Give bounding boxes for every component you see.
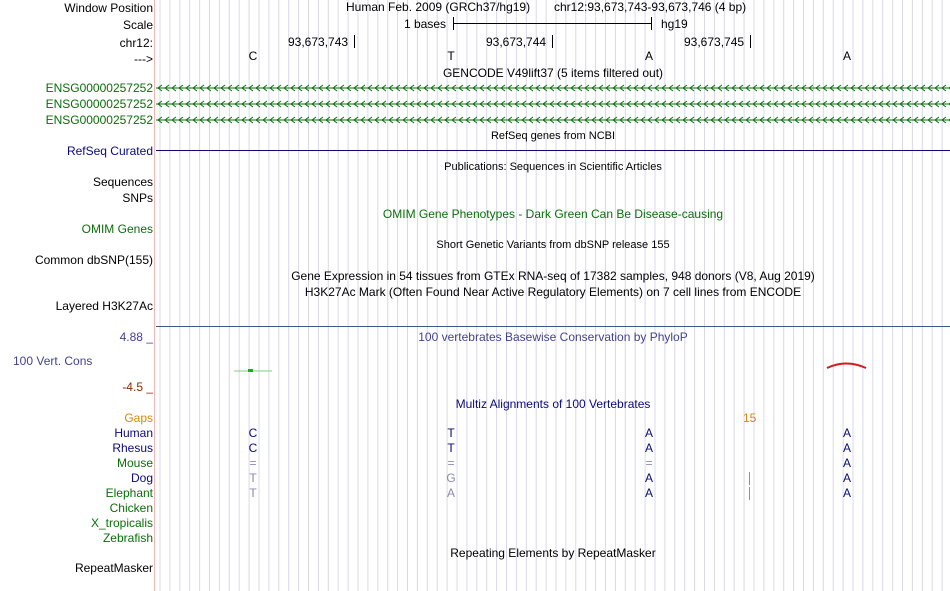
h3k27ac-track-title[interactable]: H3K27Ac Mark (Often Found Near Active Regulatory Elements) on 7 cell lines from ENCODE (304, 285, 802, 299)
coord-tick-label: 93,673,743 (288, 35, 349, 49)
gap-marker (749, 472, 750, 485)
publications-track-title[interactable]: Publications: Sequences in Scientific Articles (444, 161, 662, 173)
aligned-base: A (842, 426, 851, 440)
aligned-base: T (447, 441, 455, 455)
aligned-base: A (842, 471, 851, 485)
aligned-base: C (248, 426, 258, 440)
species-label[interactable]: Chicken (109, 501, 153, 515)
dbsnp-track-title[interactable]: Short Genetic Variants from dbSNP release 155 (436, 239, 670, 251)
h3k27ac-baseline (156, 326, 950, 327)
aligned-base: = (249, 456, 257, 470)
position-text: chr12:93,673,743-93,673,746 (4 bp) (554, 0, 747, 14)
base-letter: C (248, 49, 258, 63)
vert-cons-label[interactable]: 100 Vert. Cons (13, 354, 93, 368)
coord-tick-label: 93,673,745 (684, 35, 745, 49)
conservation-track-title[interactable]: 100 vertebrates Basewise Conservation by PhyloP (418, 330, 688, 344)
assembly-text: Human Feb. 2009 (GRCh37/hg19) (346, 0, 531, 14)
aligned-base: C (248, 441, 258, 455)
aligned-base: T (249, 471, 257, 485)
aligned-base: A (842, 456, 851, 470)
aligned-base: A (644, 471, 653, 485)
base-letter: T (447, 49, 455, 63)
snps-label[interactable]: SNPs (122, 191, 153, 205)
aligned-base: T (249, 486, 257, 500)
scale-label: Scale (122, 18, 153, 32)
chrom-label: chr12: (119, 36, 153, 50)
aligned-base: A (644, 486, 653, 500)
sequences-label[interactable]: Sequences (92, 175, 153, 189)
coord-tick (552, 35, 553, 48)
base-letter: A (644, 49, 653, 63)
refseq-track-title[interactable]: RefSeq genes from NCBI (490, 130, 616, 142)
gencode-gene-features[interactable] (156, 80, 950, 128)
gencode-item-label[interactable]: ENSG00000257252 (45, 81, 153, 95)
species-label[interactable]: Zebrafish (102, 531, 153, 545)
label-column-divider (154, 0, 155, 591)
species-label[interactable]: Human (114, 426, 153, 440)
strand-arrow-label: ---> (134, 52, 153, 66)
scale-value: 1 bases (404, 17, 447, 31)
conservation-plot[interactable] (156, 356, 950, 378)
aligned-base: A (842, 441, 851, 455)
repeatmasker-track-title[interactable]: Repeating Elements by RepeatMasker (450, 546, 656, 560)
common-dbsnp-label[interactable]: Common dbSNP(155) (34, 253, 153, 267)
gap-marker (749, 487, 750, 500)
coord-tick-label: 93,673,744 (486, 35, 547, 49)
aligned-base: A (446, 486, 455, 500)
species-label[interactable]: Dog (130, 471, 153, 485)
aligned-base: T (447, 426, 455, 440)
cons-max-label: 4.88 _ (119, 330, 153, 344)
cons-bar-negative (827, 364, 866, 369)
repeatmasker-label[interactable]: RepeatMasker (74, 561, 153, 575)
cons-bar-peak (248, 369, 253, 372)
gap-count: 15 (743, 411, 757, 425)
refseq-curated-label[interactable]: RefSeq Curated (66, 144, 153, 158)
omim-genes-label[interactable]: OMIM Genes (81, 222, 153, 236)
species-label[interactable]: Elephant (105, 486, 153, 500)
aligned-base: A (842, 486, 851, 500)
coord-tick (354, 35, 355, 48)
coord-tick (750, 35, 751, 48)
gtex-track-title[interactable]: Gene Expression in 54 tissues from GTEx RNA-seq of 17382 samples, 948 donors (V8, Aug 2019) (291, 269, 815, 283)
multiz-track-title[interactable]: Multiz Alignments of 100 Vertebrates (455, 397, 651, 411)
base-letter: A (842, 49, 851, 63)
gencode-track-title[interactable]: GENCODE V49lift37 (5 items filtered out) (442, 66, 664, 80)
gencode-item-label[interactable]: ENSG00000257252 (45, 113, 153, 127)
aligned-base: G (446, 471, 456, 485)
window-position-label: Window Position (64, 1, 153, 15)
aligned-base: = (447, 456, 455, 470)
species-label[interactable]: X_tropicalis (90, 516, 153, 530)
aligned-base: = (645, 456, 653, 470)
species-label[interactable]: Rhesus (112, 441, 153, 455)
aligned-base: A (644, 441, 653, 455)
cons-min-label: -4.5 _ (122, 380, 153, 394)
layered-h3k27ac-label[interactable]: Layered H3K27Ac (55, 299, 153, 313)
scale-bar (453, 17, 652, 31)
gencode-item-label[interactable]: ENSG00000257252 (45, 97, 153, 111)
gaps-label: Gaps (124, 411, 153, 425)
omim-track-title[interactable]: OMIM Gene Phenotypes - Dark Green Can Be Disease-causing (382, 207, 724, 221)
scale-db: hg19 (661, 17, 688, 31)
aligned-base: A (644, 426, 653, 440)
refseq-gene-line[interactable] (156, 150, 950, 151)
species-label[interactable]: Mouse (116, 456, 153, 470)
